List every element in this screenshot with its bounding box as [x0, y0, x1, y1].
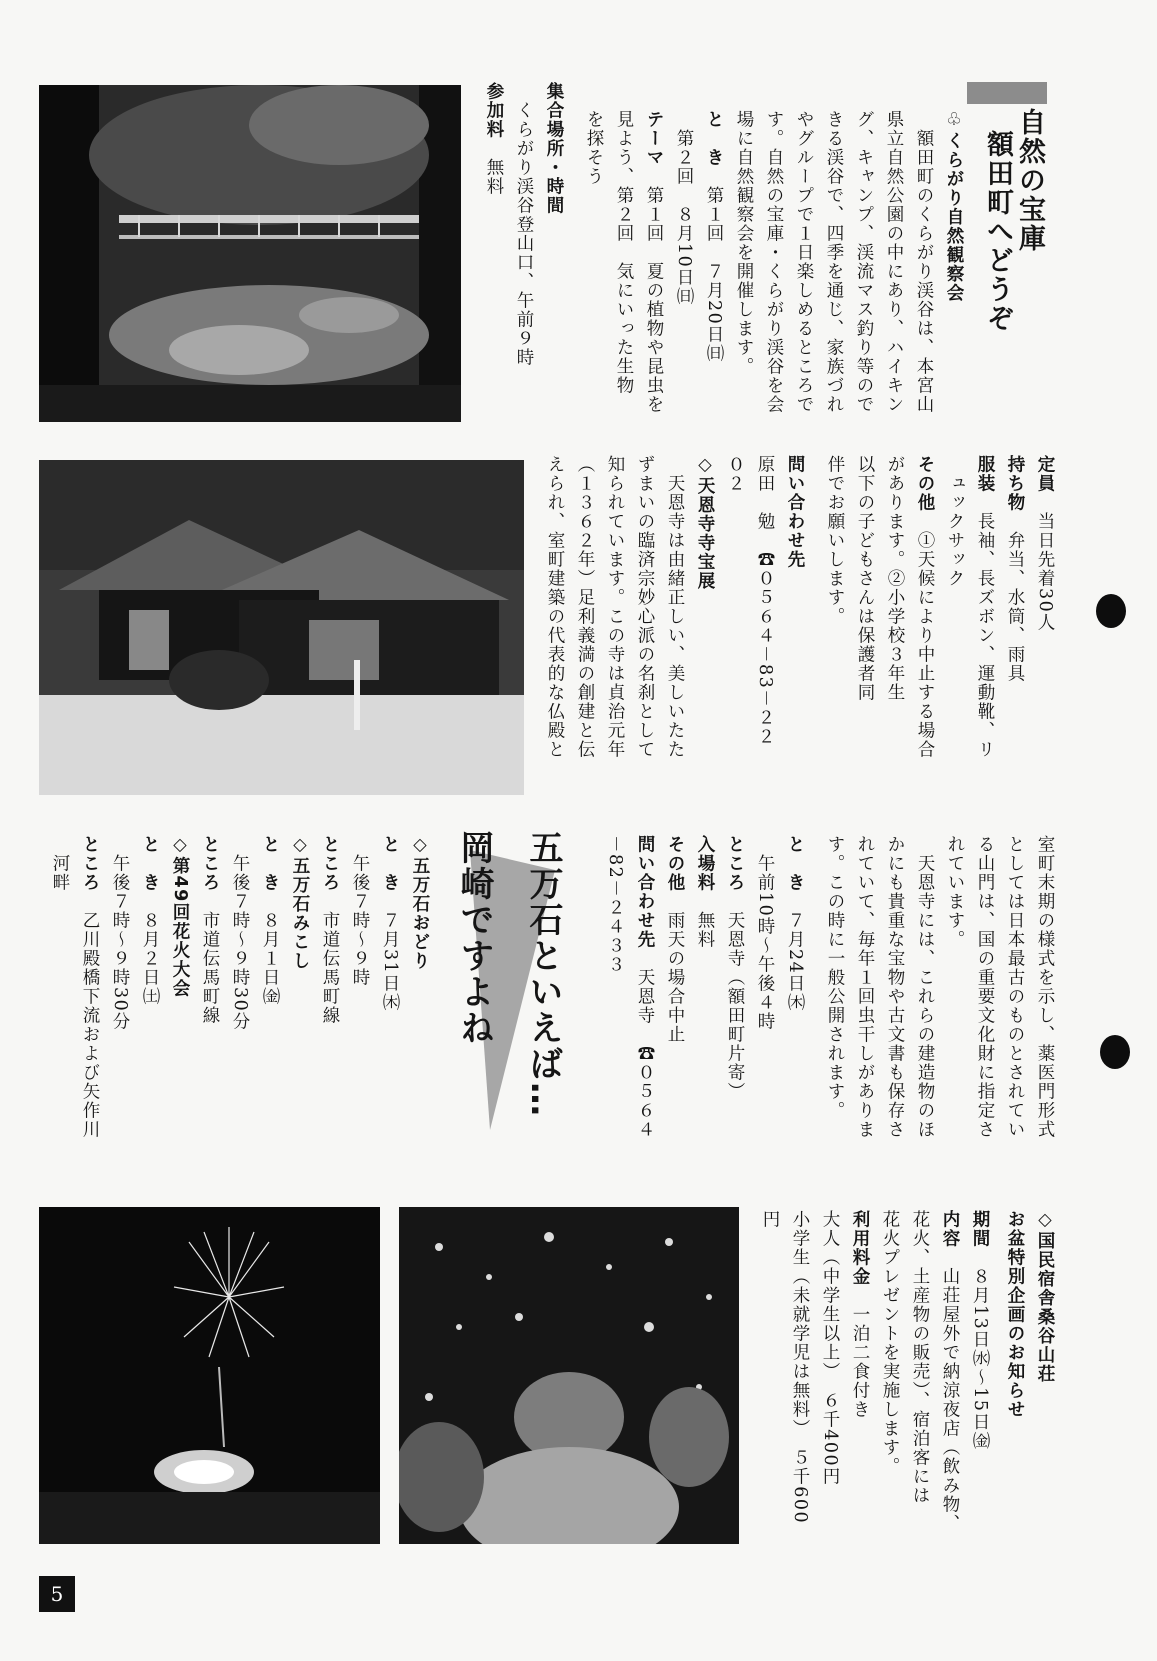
body-line: 内容 山荘屋外で納涼夜店（飲み物、 — [940, 1210, 960, 1533]
body-line: 問い合わせ先 — [785, 455, 805, 569]
body-line: 期間 ８月13日㈬～15日㈮ — [970, 1210, 990, 1451]
body-line: 室町末期の様式を示し、薬医門形式 — [1035, 835, 1055, 1139]
body-line: かにも貴重な宝物や古文書も保存さ — [885, 835, 905, 1139]
festival-photo — [399, 1207, 739, 1544]
body-line: 利用料金 一泊二食付き — [850, 1210, 870, 1419]
body-line: 小学生（未就学児は無料） ５千600 — [790, 1210, 810, 1525]
body-line: ◇五万石みこし — [290, 835, 310, 971]
body-line: きる渓谷で、四季を通じ、家族づれ — [824, 110, 844, 414]
gorge-bridge-photo — [39, 85, 461, 422]
body-line: やグループで１日楽しめるところで — [794, 110, 814, 414]
temple-photo — [39, 460, 524, 795]
body-line: 円 — [760, 1210, 780, 1229]
body-line: と き ８月１日㈮ — [260, 835, 280, 1006]
body-line: 集合場所・時間 — [544, 82, 564, 215]
body-line: 持ち物 弁当、水筒、雨具 — [1005, 455, 1025, 683]
body-line: ュックサック — [945, 455, 965, 588]
body-line: （１３６２年）足利義満の創建と伝 — [575, 455, 595, 759]
body-line: 問い合わせ先 天恩寺 ☎０５６４ — [635, 835, 655, 1139]
article-subtitle: 額田町へどうぞ — [982, 130, 1013, 333]
body-line: 午後７時～９時30分 — [110, 835, 130, 1032]
body-line: ところ 市道伝馬町線 — [200, 835, 220, 1025]
body-line: ところ 市道伝馬町線 — [320, 835, 340, 1025]
body-line: があります。②小学校３年生 — [885, 455, 905, 702]
body-line: ところ 乙川殿橋下流および矢作川 — [80, 835, 100, 1139]
body-line: お盆特別企画のお知らせ — [1005, 1210, 1025, 1419]
body-line: グ、キャンプ、渓流マス釣り等ので — [854, 110, 874, 414]
body-line: その他 雨天の場合中止 — [665, 835, 685, 1044]
punch-hole-mark — [1096, 594, 1126, 628]
body-line: 午前10時～午後４時 — [755, 835, 775, 1032]
body-line: 花火、土産物の販売）、宿泊客には — [910, 1210, 930, 1506]
body-line: す。この時に一般公開されます。 — [825, 835, 845, 1120]
title-bar — [967, 82, 1047, 104]
body-line: ◇天恩寺寺宝展 — [695, 455, 715, 591]
body-line: 第２回 ８月10日㈰ — [674, 110, 694, 307]
body-line: す。自然の宝庫・くらがり渓谷を会 — [764, 110, 784, 414]
body-line: と き ７月24日㈭ — [785, 835, 805, 1013]
body-line: 定員 当日先着30人 — [1035, 455, 1055, 633]
body-line: を探そう — [584, 110, 604, 186]
body-line: 原田 勉 ☎０５６４－83－２２ — [755, 455, 775, 747]
fireworks-photo — [39, 1207, 380, 1544]
body-line: その他 ①天候により中止する場合 — [915, 455, 935, 759]
body-line: れています。 — [945, 835, 965, 949]
body-line: えられ、室町建築の代表的な仏殿と — [545, 455, 565, 759]
body-line: ◇五万石おどり — [410, 835, 430, 971]
page-number: 5 — [39, 1576, 75, 1612]
heading-kuragari: ♧くらがり自然観察会 — [944, 110, 964, 303]
body-line: 場に自然観察会を開催します。 — [734, 110, 754, 376]
body-line: と き ８月２日㈯ — [140, 835, 160, 1006]
gomangoku-title: 五万石といえば… — [523, 830, 563, 1118]
body-line: 参加料 無料 — [484, 82, 504, 196]
body-line: 花火プレゼントを実施します。 — [880, 1210, 900, 1476]
body-line: テーマ 第１回 夏の植物や昆虫を — [644, 110, 664, 414]
punch-hole-mark — [1100, 1035, 1130, 1069]
body-line: 以下の子どもさんは保護者同 — [855, 455, 875, 702]
body-line: 服装 長袖、長ズボン、運動靴、リ — [975, 455, 995, 759]
body-line: 入場料 無料 — [695, 835, 715, 949]
body-line: 県立自然公園の中にあり、ハイキン — [884, 110, 904, 414]
body-line: 知られています。この寺は貞治元年 — [605, 455, 625, 759]
body-line: 天恩寺は由緒正しい、美しいたた — [665, 455, 685, 759]
body-line: ◇第49回花火大会 — [170, 835, 190, 998]
body-line: ところ 天恩寺（額田町片寄） — [725, 835, 745, 1101]
body-line: ずまいの臨済宗妙心派の名刹として — [635, 455, 655, 759]
body-line: ０２ — [725, 455, 745, 493]
body-line: 伴でお願いします。 — [825, 455, 845, 626]
body-line: 河畔 — [50, 835, 70, 892]
body-line: 大人（中学生以上） ６千400円 — [820, 1210, 840, 1487]
article-title: 自然の宝庫 — [1014, 108, 1045, 253]
body-line: れていて、毎年１回虫干しがありま — [855, 835, 875, 1139]
body-line: ◇国民宿舎桑谷山荘 — [1035, 1210, 1055, 1384]
body-line: る山門は、国の重要文化財に指定さ — [975, 835, 995, 1139]
body-line: 午後７時～９時 — [350, 835, 370, 987]
body-line: と き 第１回 ７月20日㈰ — [704, 110, 724, 364]
body-line: と き ７月31日㈭ — [380, 835, 400, 1013]
body-line: 天恩寺には、これらの建造物のほ — [915, 835, 935, 1139]
body-line: 額田町のくらがり渓谷は、本宮山 — [914, 110, 934, 414]
body-line: 午後７時～９時30分 — [230, 835, 250, 1032]
body-line: としては日本最古のものとされてい — [1005, 835, 1025, 1139]
body-line: くらがり渓谷登山口、午前９時 — [514, 82, 534, 367]
okazaki-title: 岡崎ですよね — [454, 830, 494, 1046]
body-line: －82－２４３３ — [605, 835, 625, 975]
body-line: 見よう、第２回 気にいった生物 — [614, 110, 634, 395]
